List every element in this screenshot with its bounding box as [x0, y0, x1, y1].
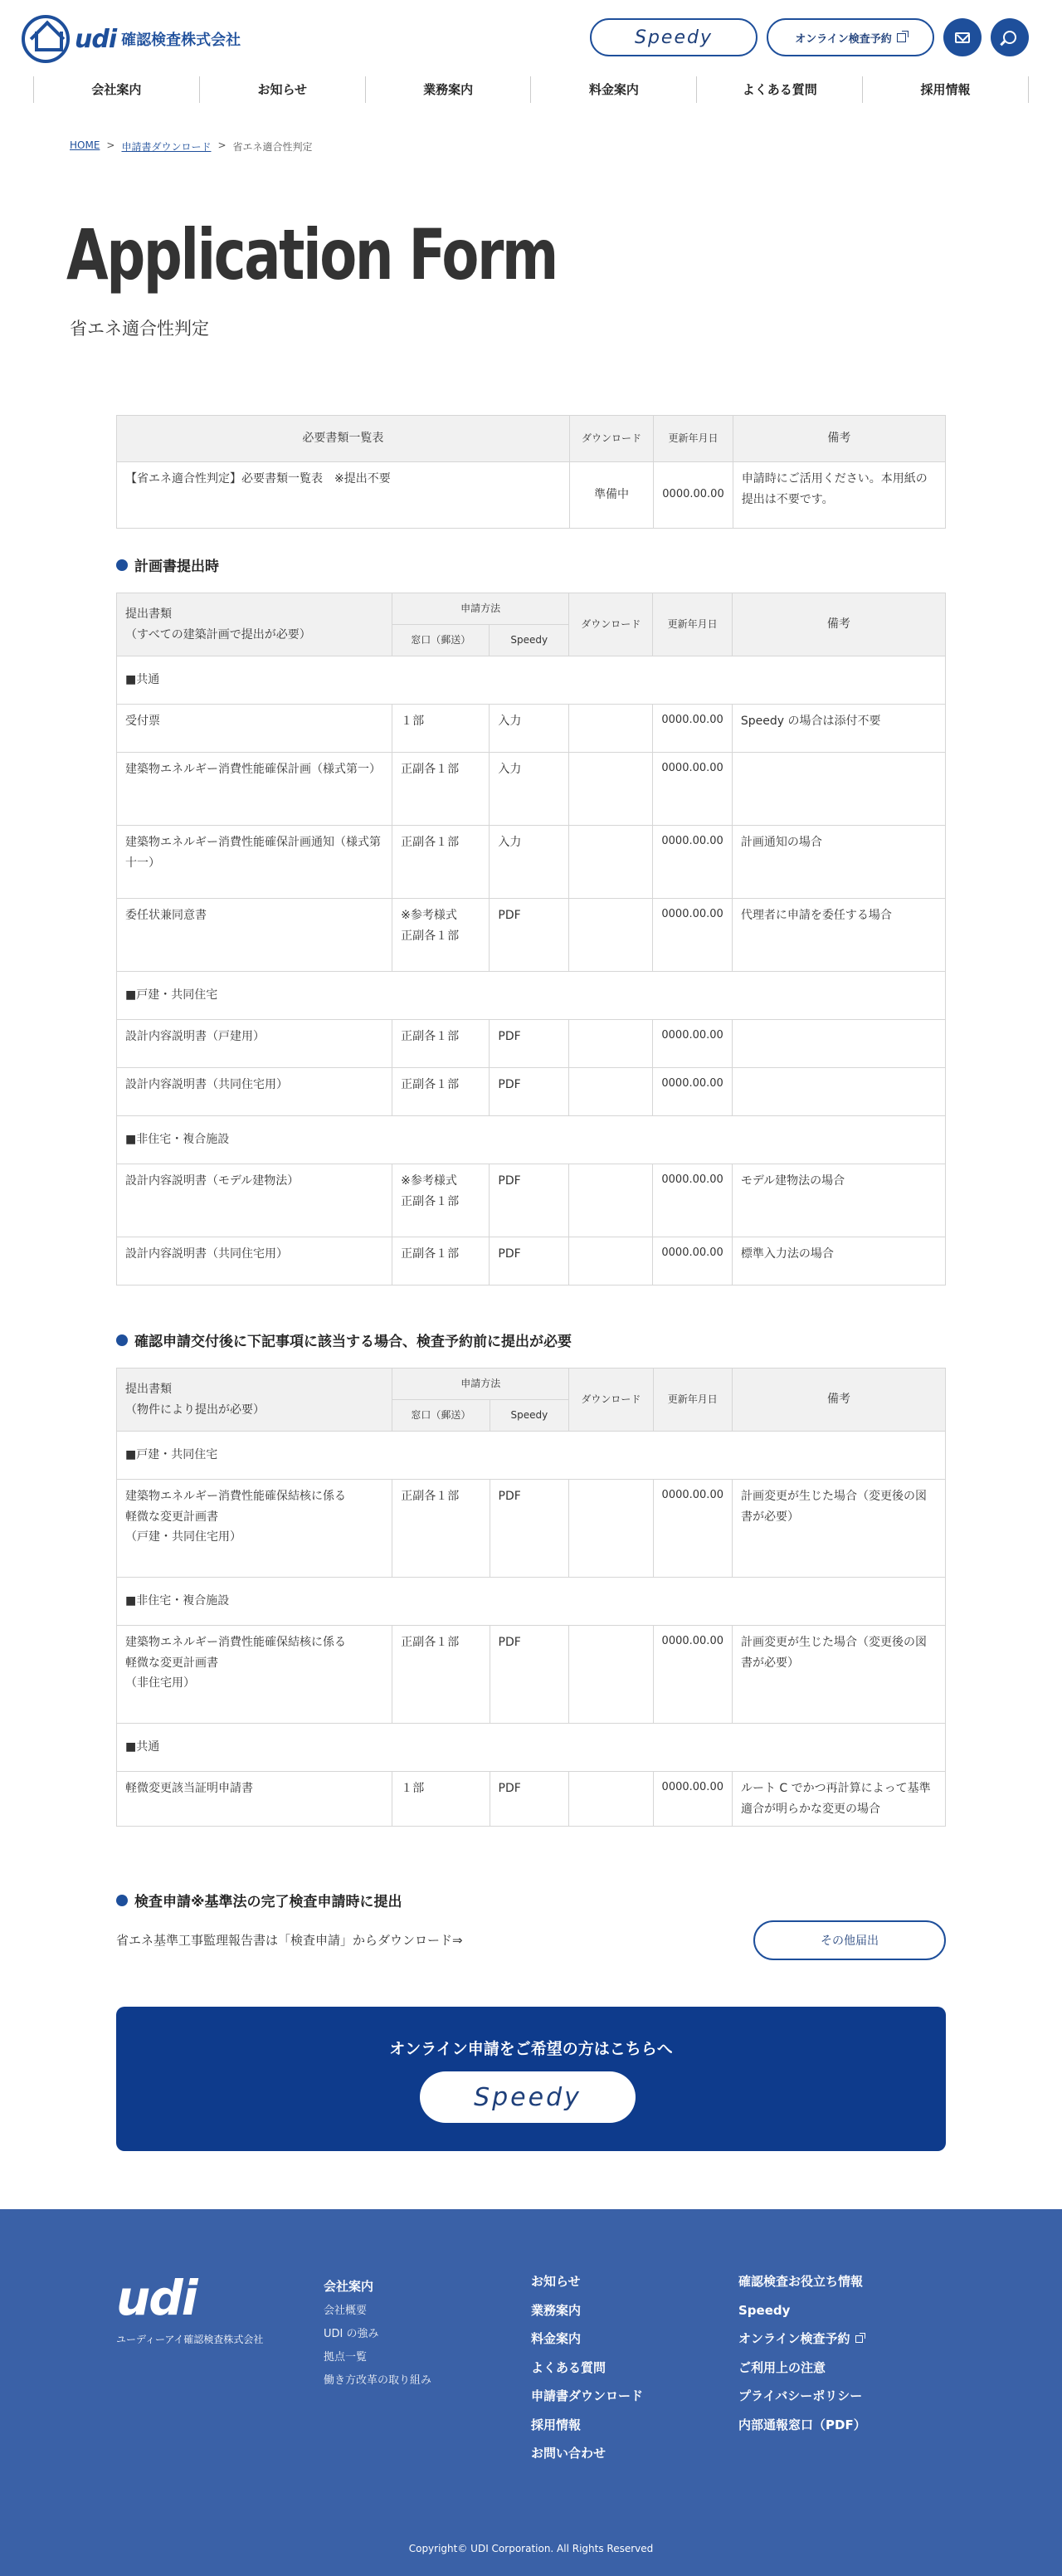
cta-title: オンライン申請をご希望の方はこちらへ — [389, 2040, 673, 2058]
window-cell: ※参考様式 正副各１部 — [392, 899, 490, 972]
breadcrumb-downloads[interactable]: 申請書ダウンロード — [121, 141, 212, 153]
note-cell: 計画通知の場合 — [732, 826, 945, 899]
date-cell: 0000.00.00 — [653, 1772, 732, 1827]
breadcrumb-home[interactable]: HOME — [70, 139, 100, 151]
table-row — [117, 826, 946, 899]
table-row — [117, 899, 946, 972]
footer-link[interactable]: 採用情報 — [531, 2417, 582, 2432]
doc-name-cell: 建築物エネルギー消費性能確保計画通知（様式第十一） — [117, 826, 392, 899]
footer-col-company — [324, 2277, 431, 2393]
date-cell: 0000.00.00 — [653, 1068, 732, 1116]
doc-name-cell: 軽微変更該当証明申請書 — [117, 1772, 392, 1827]
column-header-download: ダウンロード — [569, 593, 653, 656]
window-cell: 正副各１部 — [392, 826, 490, 899]
note-cell: モデル建物法の場合 — [732, 1164, 945, 1237]
plan-submission-table — [116, 593, 946, 1286]
footer-link[interactable]: よくある質問 — [531, 2359, 607, 2375]
table-row — [117, 753, 946, 826]
footer-link[interactable]: 申請書ダウンロード — [531, 2388, 644, 2403]
column-header-window: 窓口（郵送） — [392, 1400, 490, 1432]
download-cell — [569, 899, 653, 972]
group-label: ■非住宅・複合施設 — [117, 1578, 946, 1626]
logo-udi-text: udi — [75, 24, 117, 54]
external-link-icon — [897, 33, 906, 42]
footer-sublink[interactable]: 拠点一覧 — [324, 2351, 368, 2364]
doc-name-cell: 設計内容説明書（モデル建物法） — [117, 1164, 392, 1237]
speedy-cell: PDF — [490, 1068, 569, 1116]
main-nav — [33, 76, 1029, 103]
external-link-icon — [855, 2335, 863, 2343]
table-header-row — [117, 593, 946, 625]
download-cell — [569, 1480, 653, 1578]
window-cell: １部 — [392, 1772, 490, 1827]
footer-sublink[interactable]: UDI の強み — [324, 2328, 379, 2340]
date-cell: 0000.00.00 — [653, 1480, 732, 1578]
window-cell: １部 — [392, 705, 490, 753]
nav-item-company[interactable]: 会社案内 — [33, 76, 199, 103]
column-header-date: 更新年月日 — [653, 1368, 732, 1432]
column-header: ダウンロード — [569, 416, 653, 462]
speedy-cell: 入力 — [490, 826, 569, 899]
breadcrumb-current: 省エネ適合性判定 — [232, 141, 313, 153]
footer-link[interactable]: 料金案内 — [531, 2331, 582, 2346]
footer-link-online[interactable] — [738, 2325, 866, 2354]
note-cell: 標準入力法の場合 — [732, 1237, 945, 1286]
column-header-window: 窓口（郵送） — [392, 625, 490, 656]
download-cell — [569, 1626, 653, 1724]
download-cell — [569, 826, 653, 899]
footer-sublink[interactable]: 働き方改革の取り組み — [324, 2374, 432, 2387]
speedy-cell: PDF — [490, 1626, 569, 1724]
column-header-speedy: Speedy — [490, 1400, 569, 1432]
download-cell — [569, 705, 653, 753]
group-row — [117, 656, 946, 705]
column-header-doc — [117, 593, 392, 656]
section-heading-inspection — [116, 1890, 402, 1910]
table-row — [117, 1480, 946, 1578]
doc-name-cell: 設計内容説明書（戸建用） — [117, 1020, 392, 1068]
footer-logo[interactable] — [116, 2270, 264, 2346]
column-header-method: 申請方法 — [392, 1368, 569, 1400]
copyright: Copyright© UDI Corporation. All Rights Reserved — [408, 2543, 654, 2554]
download-cell — [569, 1772, 653, 1827]
column-header-doc-sub: （すべての建築計画で提出が必要） — [125, 627, 311, 642]
download-cell — [569, 1164, 653, 1237]
site-logo[interactable] — [22, 15, 241, 63]
note-cell: 代理者に申請を委任する場合 — [732, 899, 945, 972]
download-cell — [569, 753, 653, 826]
group-row — [117, 1578, 946, 1626]
logo-company-name: 確認検査株式会社 — [121, 32, 241, 49]
download-cell: 準備中 — [569, 462, 653, 529]
download-cell — [569, 1068, 653, 1116]
inspection-note: 省エネ基準工事監理報告書は「検査申請」からダウンロード⇒ — [116, 1933, 463, 1948]
page-subtitle: 省エネ適合性判定 — [70, 319, 209, 339]
section-heading-change — [116, 1329, 572, 1350]
bullet-dot-icon — [116, 559, 128, 571]
footer-link[interactable]: 業務案内 — [531, 2302, 582, 2318]
speedy-cell: PDF — [490, 1772, 569, 1827]
table-row — [117, 1068, 946, 1116]
doc-name-cell: 委任状兼同意書 — [117, 899, 392, 972]
site-footer — [0, 2209, 1062, 2576]
column-header-date: 更新年月日 — [653, 593, 732, 656]
window-cell: 正副各１部 — [392, 1626, 490, 1724]
footer-link[interactable]: ご利用上の注意 — [738, 2359, 826, 2375]
footer-company-name: ユーディーアイ確認検査株式会社 — [116, 2334, 264, 2345]
speedy-cell: PDF — [490, 1237, 569, 1286]
column-header-doc-title: 提出書類 — [125, 607, 172, 621]
note-cell: Speedy の場合は添付不要 — [732, 705, 945, 753]
download-cell — [569, 1020, 653, 1068]
window-cell: 正副各１部 — [392, 1480, 490, 1578]
note-cell: 申請時にご活用ください。本用紙の提出は不要です。 — [733, 462, 945, 529]
doc-name-cell: 建築物エネルギー消費性能確保結核に係る 軽微な変更計画書 （戸建・共同住宅用） — [117, 1480, 392, 1578]
table-row — [117, 1772, 946, 1827]
doc-name-cell: 設計内容説明書（共同住宅用） — [117, 1237, 392, 1286]
speedy-cell: 入力 — [490, 753, 569, 826]
column-header-doc-sub: （物件により提出が必要） — [125, 1403, 265, 1417]
window-cell: 正副各１部 — [392, 1237, 490, 1286]
window-cell: ※参考様式 正副各１部 — [392, 1164, 490, 1237]
footer-col-info — [738, 2267, 866, 2439]
footer-link[interactable]: 内部通報窓口（PDF） — [738, 2417, 866, 2432]
group-row — [117, 1116, 946, 1164]
footer-link[interactable]: お問い合わせ — [531, 2446, 607, 2461]
footer-link[interactable]: Speedy — [738, 2302, 791, 2318]
breadcrumb — [70, 139, 313, 154]
table-header-row — [117, 1368, 946, 1400]
nav-item-faq[interactable]: よくある質問 — [696, 76, 862, 103]
column-header: 備考 — [733, 416, 945, 462]
online-reservation-label: オンライン検査予約 — [795, 32, 892, 46]
note-cell: 計画変更が生じた場合（変更後の図書が必要） — [732, 1480, 945, 1578]
date-cell: 0000.00.00 — [653, 753, 732, 826]
bullet-dot-icon — [116, 1895, 128, 1906]
house-logo-icon — [22, 15, 70, 63]
download-cell — [569, 1237, 653, 1286]
note-cell — [732, 1020, 945, 1068]
footer-link[interactable]: プライバシーポリシー — [738, 2388, 863, 2403]
footer-link-company[interactable]: 会社案内 — [324, 2279, 374, 2294]
mail-button[interactable] — [943, 18, 982, 56]
nav-item-pricing[interactable]: 料金案内 — [530, 76, 696, 103]
summary-table — [116, 415, 946, 529]
date-cell: 0000.00.00 — [654, 462, 733, 529]
note-cell: ルート C でかつ再計算によって基準適合が明らかな変更の場合 — [732, 1772, 945, 1827]
other-notifications-button[interactable]: その他届出 — [753, 1920, 946, 1960]
table-row — [117, 462, 946, 529]
column-header: 更新年月日 — [654, 416, 733, 462]
doc-name-cell: 受付票 — [117, 705, 392, 753]
column-header-note: 備考 — [732, 1368, 945, 1432]
table-row — [117, 705, 946, 753]
section-heading-text: 計画書提出時 — [134, 559, 219, 575]
column-header-method: 申請方法 — [392, 593, 569, 625]
column-header-doc — [117, 1368, 392, 1432]
date-cell: 0000.00.00 — [653, 1626, 732, 1724]
page-title: Application Form — [66, 214, 557, 295]
table-row — [117, 1164, 946, 1237]
footer-link-label: オンライン検査予約 — [738, 2331, 850, 2346]
column-header: 必要書類一覧表 — [117, 416, 570, 462]
nav-item-services[interactable]: 業務案内 — [365, 76, 531, 103]
speedy-header-button[interactable]: Speedy — [590, 18, 758, 56]
group-label: ■戸建・共同住宅 — [117, 972, 946, 1020]
doc-name-cell: 建築物エネルギー消費性能確保結核に係る 軽微な変更計画書 （非住宅用） — [117, 1626, 392, 1724]
speedy-cell: PDF — [490, 1480, 569, 1578]
footer-col-main — [531, 2267, 643, 2468]
group-label: ■共通 — [117, 656, 946, 705]
nav-item-recruit[interactable]: 採用情報 — [862, 76, 1029, 103]
date-cell: 0000.00.00 — [653, 826, 732, 899]
bullet-dot-icon — [116, 1334, 128, 1346]
speedy-cell: PDF — [490, 1164, 569, 1237]
doc-name-cell: 【省エネ適合性判定】必要書類一覧表 ※提出不要 — [117, 462, 570, 529]
footer-logo-udi: udi — [116, 2270, 197, 2326]
table-header-row — [117, 416, 946, 462]
search-icon — [1003, 31, 1016, 44]
mail-icon — [955, 32, 970, 43]
table-row — [117, 1020, 946, 1068]
window-cell: 正副各１部 — [392, 753, 490, 826]
group-row — [117, 972, 946, 1020]
online-reservation-button[interactable] — [767, 18, 934, 56]
column-header-download: ダウンロード — [569, 1368, 653, 1432]
note-cell — [732, 753, 945, 826]
online-application-cta — [116, 2007, 946, 2151]
speedy-cell: 入力 — [490, 705, 569, 753]
column-header-speedy: Speedy — [490, 625, 569, 656]
footer-sublink[interactable]: 会社概要 — [324, 2305, 368, 2317]
footer-link[interactable]: お知らせ — [531, 2274, 581, 2289]
nav-item-news[interactable]: お知らせ — [199, 76, 365, 103]
site-header — [0, 0, 1062, 75]
window-cell: 正副各１部 — [392, 1020, 490, 1068]
group-row — [117, 1432, 946, 1480]
note-cell: 計画変更が生じた場合（変更後の図書が必要） — [732, 1626, 945, 1724]
date-cell: 0000.00.00 — [653, 899, 732, 972]
breadcrumb-separator: > — [217, 139, 227, 151]
group-label: ■非住宅・複合施設 — [117, 1116, 946, 1164]
date-cell: 0000.00.00 — [653, 1164, 732, 1237]
group-label: ■共通 — [117, 1724, 946, 1772]
date-cell: 0000.00.00 — [653, 1237, 732, 1286]
search-button[interactable] — [991, 18, 1029, 56]
column-header-doc-title: 提出書類 — [125, 1383, 172, 1396]
section-heading-text: 検査申請※基準法の完了検査申請時に提出 — [134, 1894, 402, 1910]
speedy-cta-button[interactable]: Speedy — [420, 2071, 636, 2123]
column-header-note: 備考 — [732, 593, 945, 656]
group-label: ■戸建・共同住宅 — [117, 1432, 946, 1480]
section-heading-plan — [116, 554, 219, 575]
doc-name-cell: 設計内容説明書（共同住宅用） — [117, 1068, 392, 1116]
date-cell: 0000.00.00 — [653, 1020, 732, 1068]
section-heading-text: 確認申請交付後に下記事項に該当する場合、検査予約前に提出が必要 — [134, 1334, 572, 1350]
change-submission-table — [116, 1368, 946, 1827]
window-cell: 正副各１部 — [392, 1068, 490, 1116]
table-row — [117, 1237, 946, 1286]
table-row — [117, 1626, 946, 1724]
speedy-cell: PDF — [490, 1020, 569, 1068]
note-cell — [732, 1068, 945, 1116]
footer-link[interactable]: 確認検査お役立ち情報 — [738, 2274, 864, 2289]
speedy-cell: PDF — [490, 899, 569, 972]
doc-name-cell: 建築物エネルギー消費性能確保計画（様式第一） — [117, 753, 392, 826]
date-cell: 0000.00.00 — [653, 705, 732, 753]
breadcrumb-separator: > — [106, 139, 115, 151]
group-row — [117, 1724, 946, 1772]
